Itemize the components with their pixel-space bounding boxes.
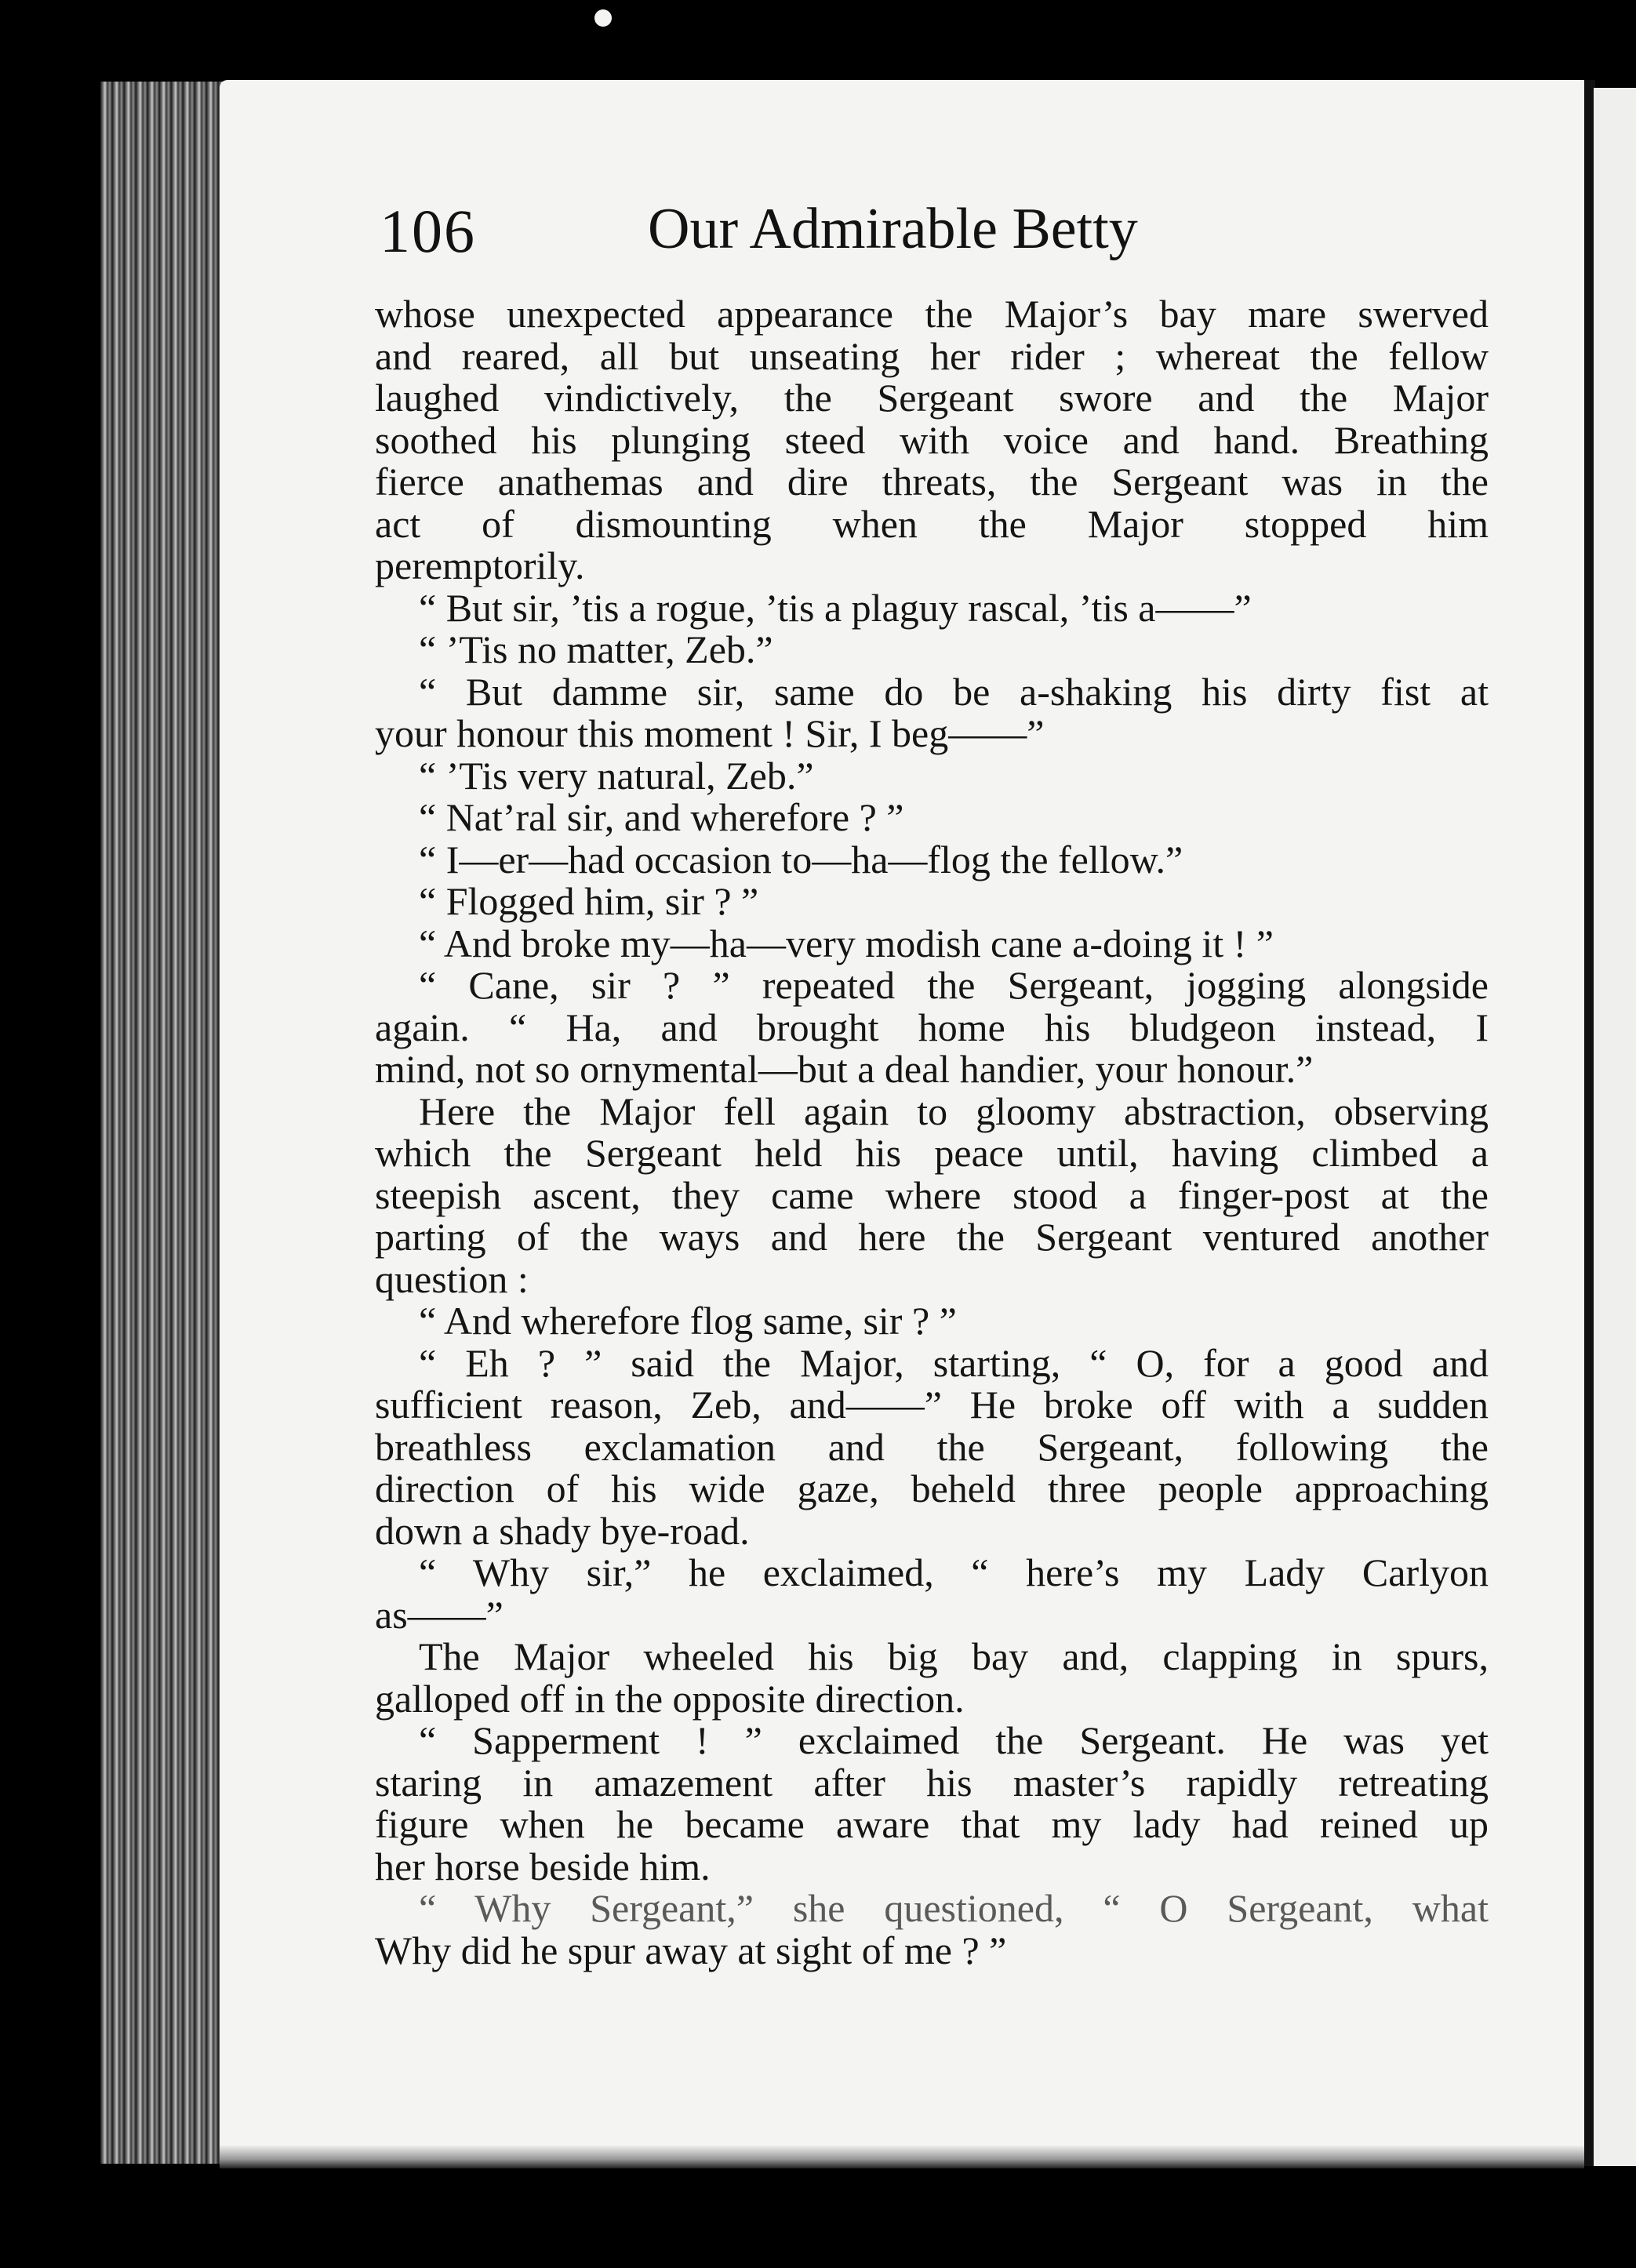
text-line: direction of his wide gaze, beheld three people approaching	[375, 1467, 1489, 1510]
book-title: Our Admirable Betty	[648, 197, 1138, 261]
text-line: her horse beside him.	[375, 1844, 711, 1888]
running-head	[380, 188, 1242, 267]
text-line: “ Why sir,” he exclaimed, “ here’s my Lady Carlyon	[419, 1550, 1489, 1594]
text-line: “ Cane, sir ? ” repeated the Sergeant, jogging alongside	[419, 963, 1489, 1007]
text-line: figure when he became aware that my lady had reined up	[375, 1802, 1489, 1846]
text-line: steepish ascent, they came where stood a finger-post at the	[375, 1172, 1489, 1217]
page-edges	[100, 82, 234, 2164]
scan-mark	[594, 9, 612, 27]
text-line: “ But sir, ’tis a rogue, ’tis a plaguy rascal, ’tis a——”	[419, 585, 1252, 630]
text-line: fierce anathemas and dire threats, the Sergeant was in the	[375, 460, 1489, 503]
text-line: The Major wheeled his big bay and, clapping in spurs,	[419, 1634, 1489, 1678]
text-line: as——”	[375, 1592, 504, 1637]
text-line: parting of the ways and here the Sergeant ventured another	[375, 1215, 1489, 1259]
text-line: “ But damme sir, same do be a-shaking his dirty fist at	[419, 669, 1489, 714]
text-line: “ Nat’ral sir, and wherefore ? ”	[419, 795, 904, 839]
text-line: “ Sapperment ! ” exclaimed the Sergeant. He was yet	[419, 1718, 1489, 1762]
text-line: “ ’Tis very natural, Zeb.”	[419, 753, 814, 798]
text-line: your honour this moment ! Sir, I beg——”	[375, 711, 1045, 755]
text-line: staring in amazement after his master’s rapidly retreating	[375, 1760, 1489, 1805]
text-line: laughed vindictively, the Sergeant swore and the Major	[375, 376, 1489, 420]
text-line: question :	[375, 1256, 529, 1301]
text-line: “ And broke my—ha—very modish cane a-doing it ! ”	[419, 921, 1274, 965]
text-line: which the Sergeant held his peace until, having climbed a	[375, 1131, 1489, 1175]
text-line: “ Why Sergeant,” she questioned, “ O Sergeant, what	[419, 1886, 1489, 1930]
text-line: sufficient reason, Zeb, and——” He broke off with a sudden	[375, 1383, 1489, 1427]
text-line: again. “ Ha, and brought home his bludgeon instead, I	[375, 1005, 1489, 1049]
text-line: “ ’Tis no matter, Zeb.”	[419, 627, 773, 671]
facing-page-edge	[1594, 88, 1636, 2166]
text-line: breathless exclamation and the Sergeant, following the	[375, 1424, 1489, 1469]
page-number: 106	[380, 197, 476, 265]
text-line: peremptorily.	[375, 543, 585, 587]
body-text	[375, 293, 1489, 1972]
text-line: “ Eh ? ” said the Major, starting, “ O, for a good and	[419, 1340, 1489, 1385]
text-line: whose unexpected appearance the Major’s bay mare swerved	[375, 292, 1489, 336]
text-line: down a shady bye-road.	[375, 1508, 750, 1553]
text-line: soothed his plunging steed with voice and hand. Breathing	[375, 417, 1489, 462]
text-line: mind, not so ornymental—but a deal handier, your honour.”	[375, 1047, 1314, 1091]
text-line: “ Flogged him, sir ? ”	[419, 879, 759, 923]
text-line: and reared, all but unseating her rider ; whereat the fellow	[375, 333, 1489, 378]
text-line: galloped off in the opposite direction.	[375, 1676, 965, 1721]
page-bottom-shadow	[220, 2145, 1584, 2168]
text-line: “ I—er—had occasion to—ha—flog the fellow.”	[419, 837, 1183, 881]
text-line: act of dismounting when the Major stopped him	[375, 501, 1489, 546]
text-line: Why did he spur away at sight of me ? ”	[375, 1928, 1007, 1972]
text-line: Here the Major fell again to gloomy abstraction, observing	[419, 1089, 1489, 1133]
text-line: “ And wherefore flog same, sir ? ”	[419, 1299, 957, 1343]
